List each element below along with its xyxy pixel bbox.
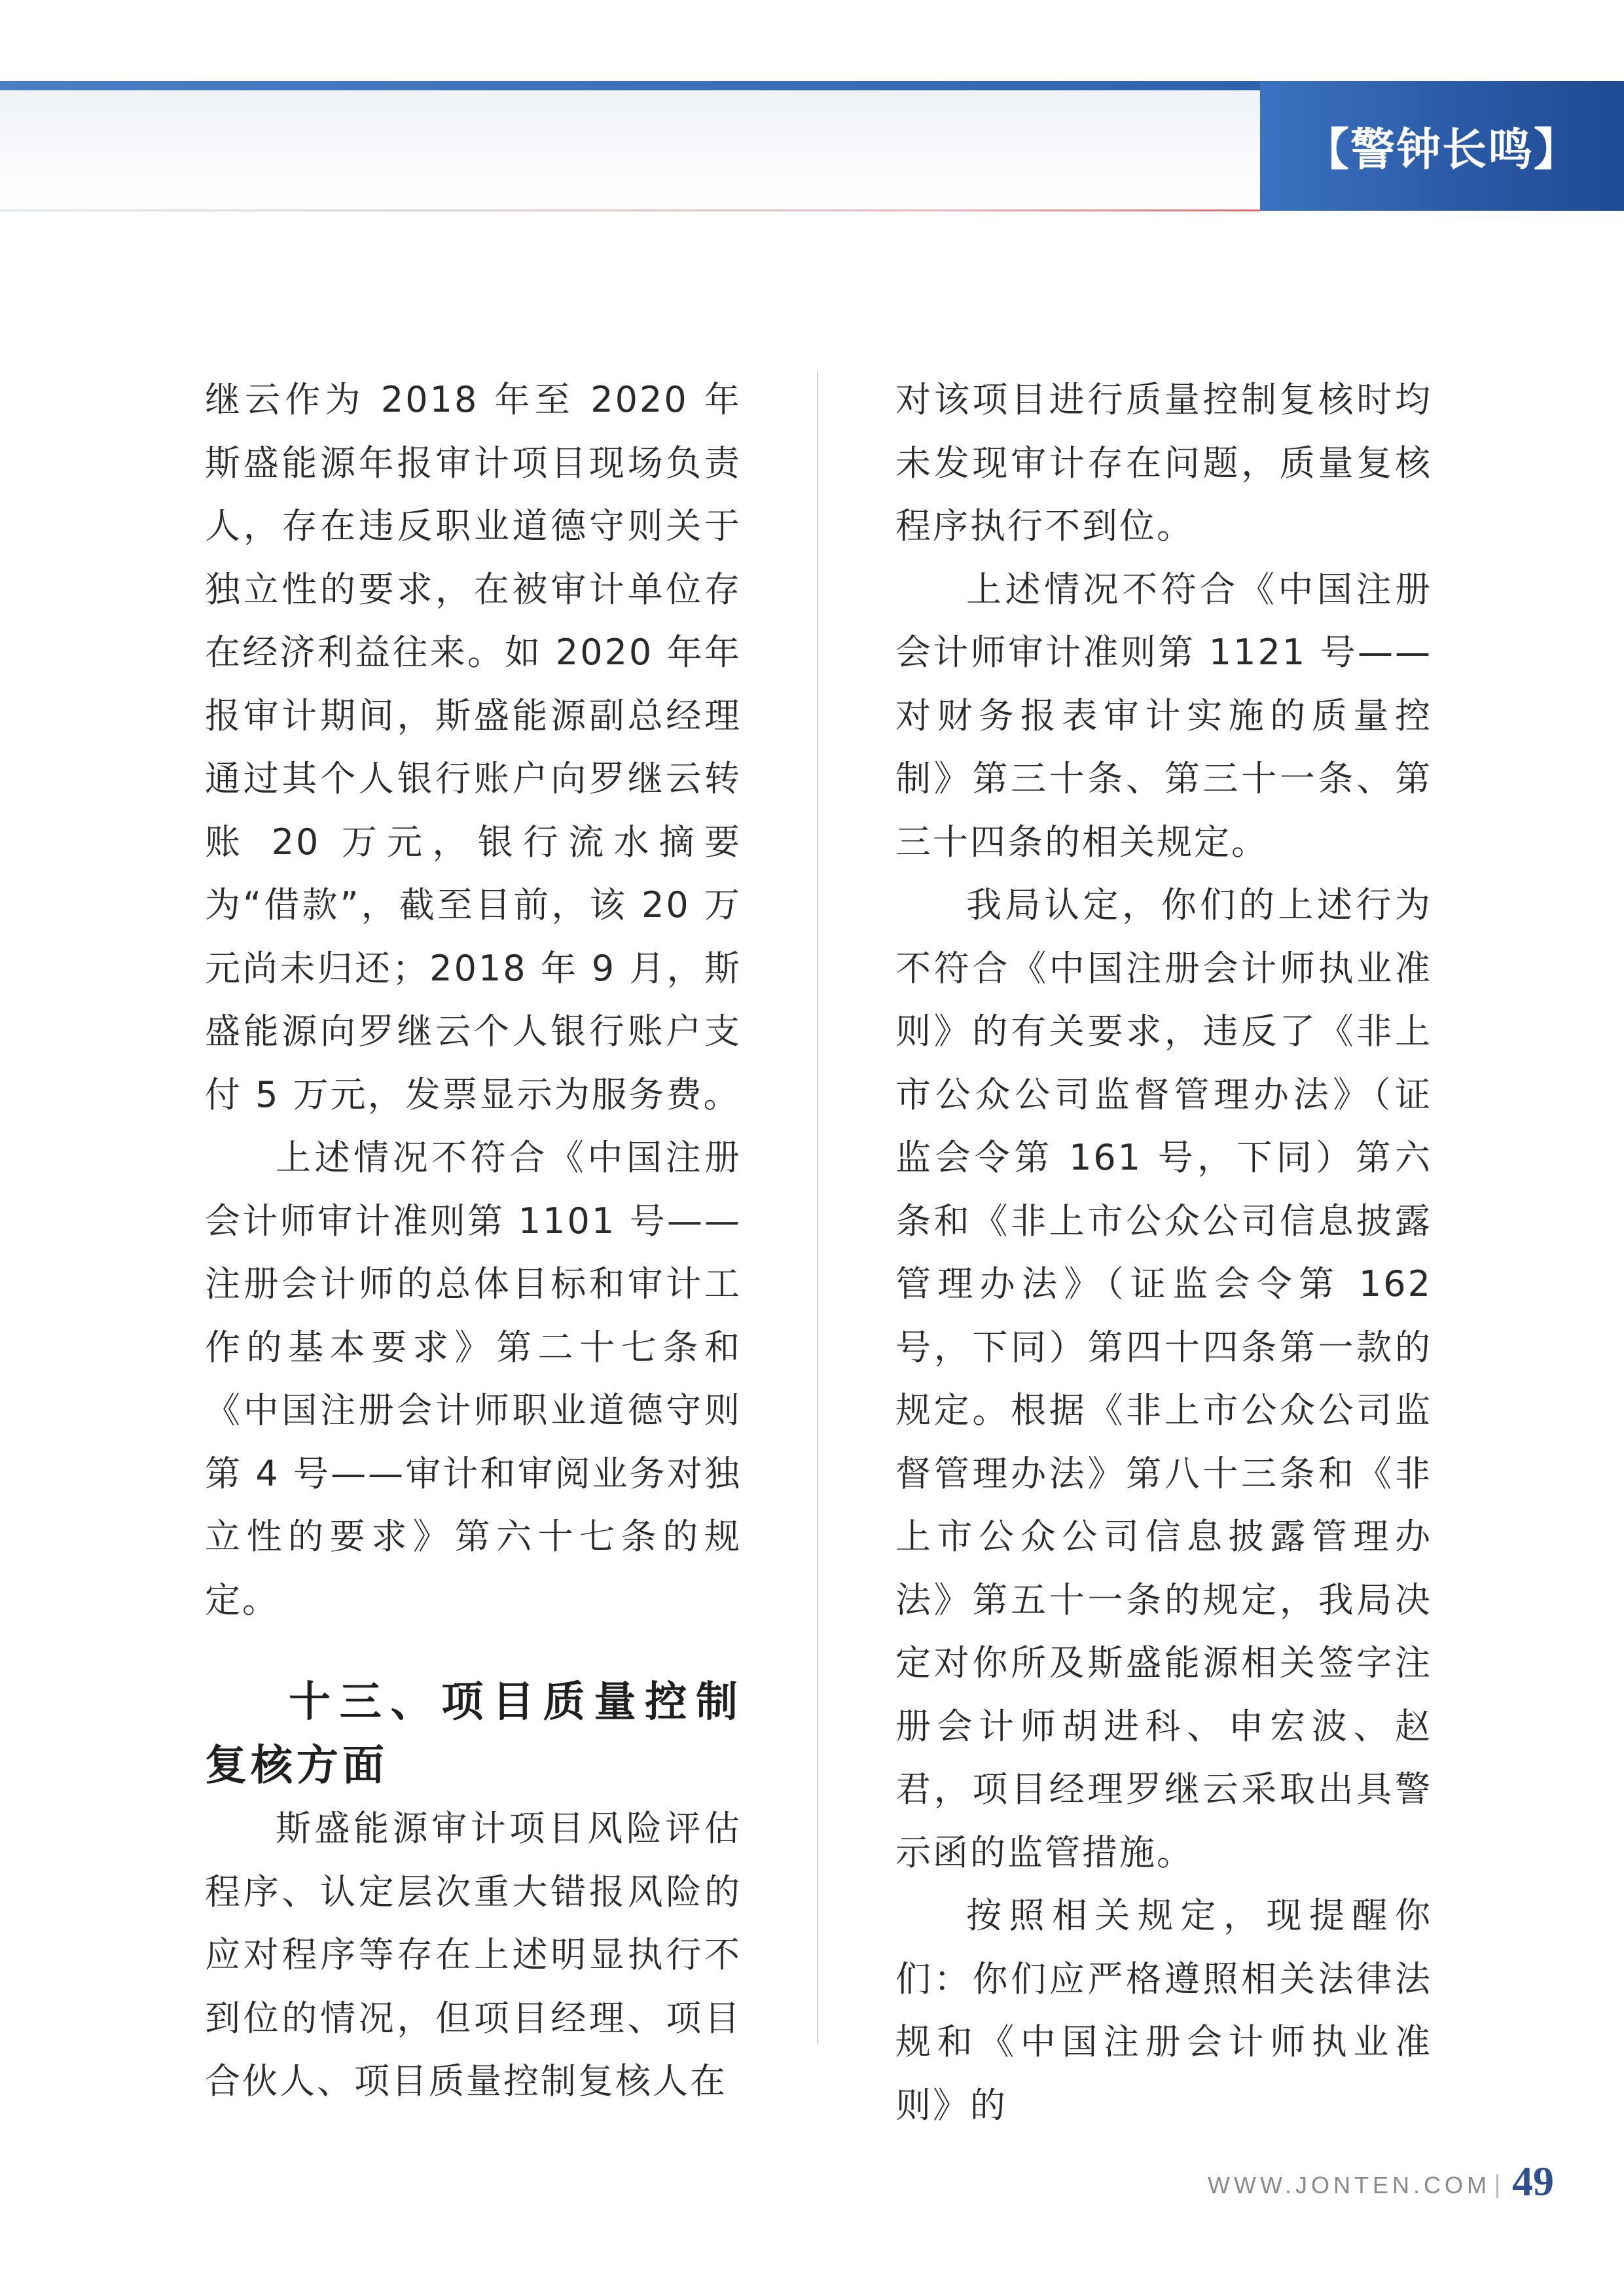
- header-top-line: [0, 81, 1260, 90]
- section-heading: 十三、项目质量控制复核方面: [205, 1678, 742, 1790]
- column-divider: [817, 372, 818, 2044]
- right-paragraph-3: 我局认定，你们的上述行为不符合《中国注册会计师执业准则》的有关要求，违反了《非上市公众公司监督管理办法》（证监会令第 161 号，下同）第六条和《非上市公众公司信息披露管理办法》（证监会令第 162 号，下同）第四十四条第一款的规定。根据《非上市公众公司监督管理办法》第八十三条和《非上市公众公司信息披露管理办法》第五十一条的规定，我局决定对你所及斯盛能源相关签字注册会计师胡进科、申宏波、赵君，项目经理罗继云采取出具警示函的监管措施。: [895, 884, 1432, 1873]
- right-paragraph-1: 对该项目进行质量控制复核时均未发现审计存在问题，质量复核程序执行不到位。: [895, 379, 1432, 547]
- page-number: 49: [1512, 2158, 1554, 2204]
- left-paragraph-1: 继云作为 2018 年至 2020 年斯盛能源年报审计项目现场负责人，存在违反职业道德守则关于独立性的要求，在被审计单位存在经济利益往来。如 2020 年年报审计期间，斯盛能源副总经理通过其个人银行账户向罗继云转账 20 万元，银行流水摘要为“借款”，截至目前，该 20 万元尚未归还；2018 年 9 月，斯盛能源向罗继云个人银行账户支付 5 万元，发票显示为服务费。: [205, 379, 742, 1115]
- left-column: [205, 368, 742, 2113]
- header-underline: [0, 209, 1260, 211]
- footer-website: WWW.JONTEN.COM: [1208, 2172, 1490, 2198]
- section-badge: [1260, 81, 1624, 211]
- header-band: [0, 90, 1260, 211]
- section-tag: 【警钟长鸣】: [1304, 123, 1579, 176]
- left-paragraph-2: 上述情况不符合《中国注册会计师审计准则第 1101 号——注册会计师的总体目标和审计工作的基本要求》第二十七条和《中国注册会计师职业道德守则第 4 号——审计和审阅业务对独立性的要求》第六十七条的规定。: [205, 1137, 742, 1621]
- right-column: [895, 368, 1432, 2137]
- right-paragraph-4: 按照相关规定，现提醒你们：你们应严格遵照相关法律法规和《中国注册会计师执业准则》的: [895, 1895, 1432, 2126]
- footer-separator: [1496, 2174, 1498, 2198]
- right-paragraph-2: 上述情况不符合《中国注册会计师审计准则第 1121 号——对财务报表审计实施的质量控制》第三十条、第三十一条、第三十四条的相关规定。: [895, 568, 1432, 863]
- left-paragraph-3: 斯盛能源审计项目风险评估程序、认定层次重大错报风险的应对程序等存在上述明显执行不到位的情况，但项目经理、项目合伙人、项目质量控制复核人在: [205, 1808, 742, 2102]
